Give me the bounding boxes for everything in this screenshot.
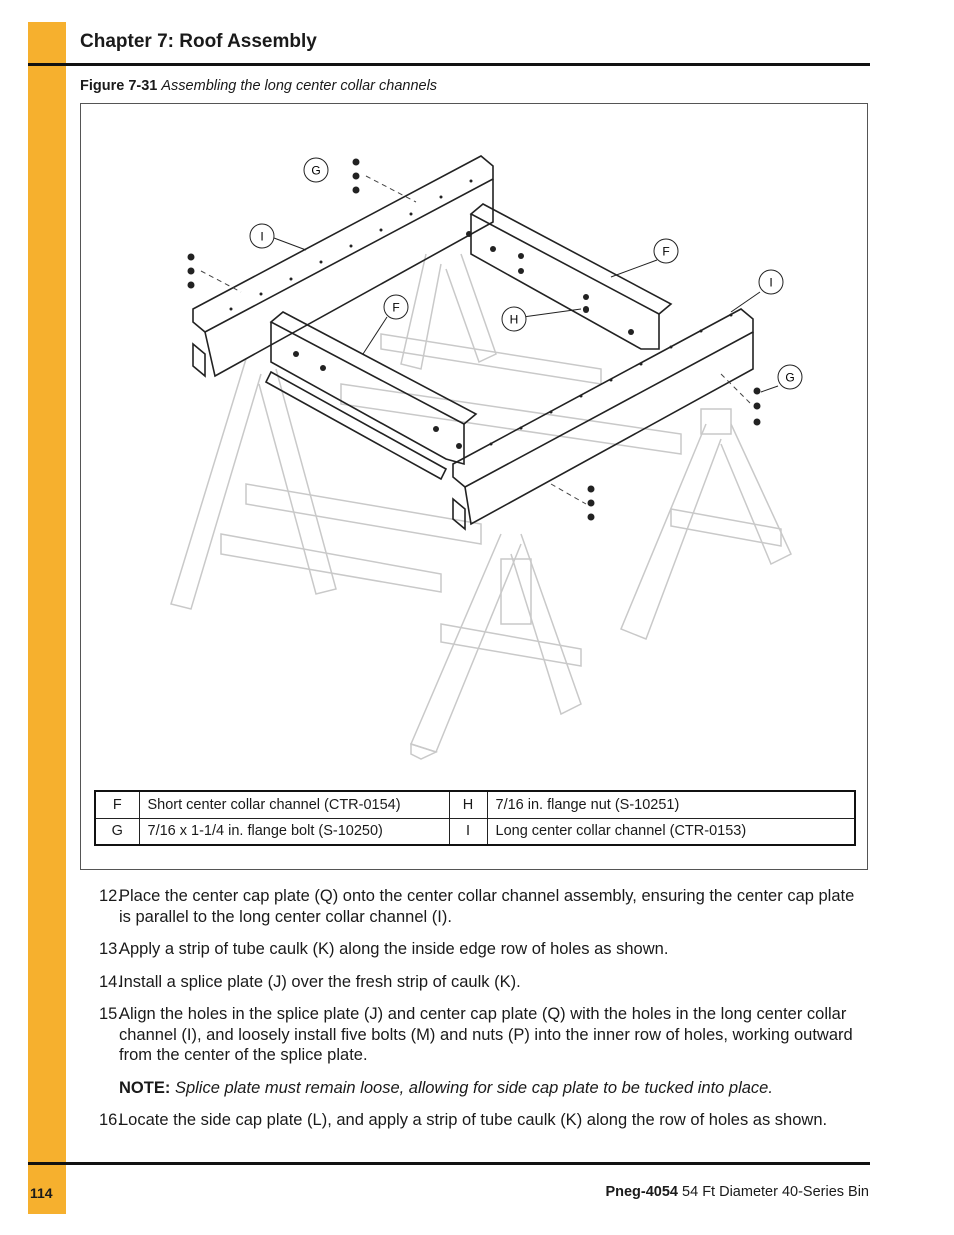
figure-box (80, 103, 868, 870)
callout-f-left: F (392, 300, 400, 315)
instruction-steps (99, 886, 869, 1143)
page-number: 114 (30, 1185, 53, 1201)
callout-i-left: I (260, 229, 264, 244)
step-number: 12. (99, 887, 122, 905)
legend-description: Short center collar channel (CTR-0154) (139, 791, 449, 818)
step-15 (99, 1004, 869, 1066)
legend-key: I (449, 818, 487, 845)
step-13 (99, 939, 869, 960)
collar-channels (193, 156, 753, 529)
step-number: 16. (99, 1111, 122, 1129)
legend-row (95, 818, 855, 845)
step-number: 14. (99, 972, 122, 991)
callout-g-right: G (785, 370, 795, 385)
step-text: Apply a strip of tube caulk (K) along the inside edge row of holes as shown. (119, 940, 669, 958)
callout-leaders (274, 238, 778, 392)
callout-g-top: G (311, 163, 321, 178)
footer-document (605, 1184, 869, 1200)
legend-key: F (95, 791, 139, 818)
parts-legend-table (94, 790, 856, 846)
footer-rule (28, 1162, 870, 1165)
callout-f-right: F (662, 244, 670, 259)
callout-i-right: I (769, 275, 773, 290)
note-block (99, 1078, 869, 1099)
step-14 (99, 972, 869, 993)
step-text: Align the holes in the splice plate (J) and center cap plate (Q) with the holes in the long center collar channel (I), and loosely install five bolts (M) and nuts (P) into the inner row of holes, working outward from the center of the splice plate. (119, 1005, 853, 1064)
legend-key: H (449, 791, 487, 818)
chapter-side-bar (28, 22, 66, 1214)
document-id: Pneg-4054 (605, 1184, 678, 1200)
legend-row (95, 791, 855, 818)
flange-bolts (188, 159, 761, 521)
figure-caption (80, 78, 437, 94)
legend-key: G (95, 818, 139, 845)
step-text: Place the center cap plate (Q) onto the center collar channel assembly, ensuring the center cap plate is parallel to the long center collar channel (I). (119, 887, 855, 926)
figure-caption-text: Assembling the long center collar channels (161, 78, 438, 94)
assembly-drawing (81, 104, 867, 784)
sawhorse-stands (171, 254, 791, 759)
step-number: 13. (99, 940, 122, 958)
step-text: Install a splice plate (J) over the fresh strip of caulk (K). (119, 972, 521, 991)
document-title: 54 Ft Diameter 40-Series Bin (682, 1184, 869, 1200)
legend-description: Long center collar channel (CTR-0153) (487, 818, 855, 845)
legend-description: 7/16 x 1-1/4 in. flange bolt (S-10250) (139, 818, 449, 845)
step-12 (99, 886, 869, 927)
leader-dashes (201, 176, 751, 504)
step-16 (99, 1110, 869, 1131)
step-text: Locate the side cap plate (L), and apply a strip of tube caulk (K) along the row of holes as shown. (119, 1111, 828, 1129)
step-number: 15. (99, 1005, 122, 1023)
chapter-title: Chapter 7: Roof Assembly (80, 31, 317, 52)
callout-h: H (509, 312, 519, 327)
figure-number: Figure 7-31 (80, 78, 158, 94)
note-label: NOTE: (119, 1078, 171, 1097)
legend-description: 7/16 in. flange nut (S-10251) (487, 791, 855, 818)
header-rule (28, 63, 870, 66)
note-text: Splice plate must remain loose, allowing for side cap plate to be tucked into place. (174, 1078, 773, 1097)
